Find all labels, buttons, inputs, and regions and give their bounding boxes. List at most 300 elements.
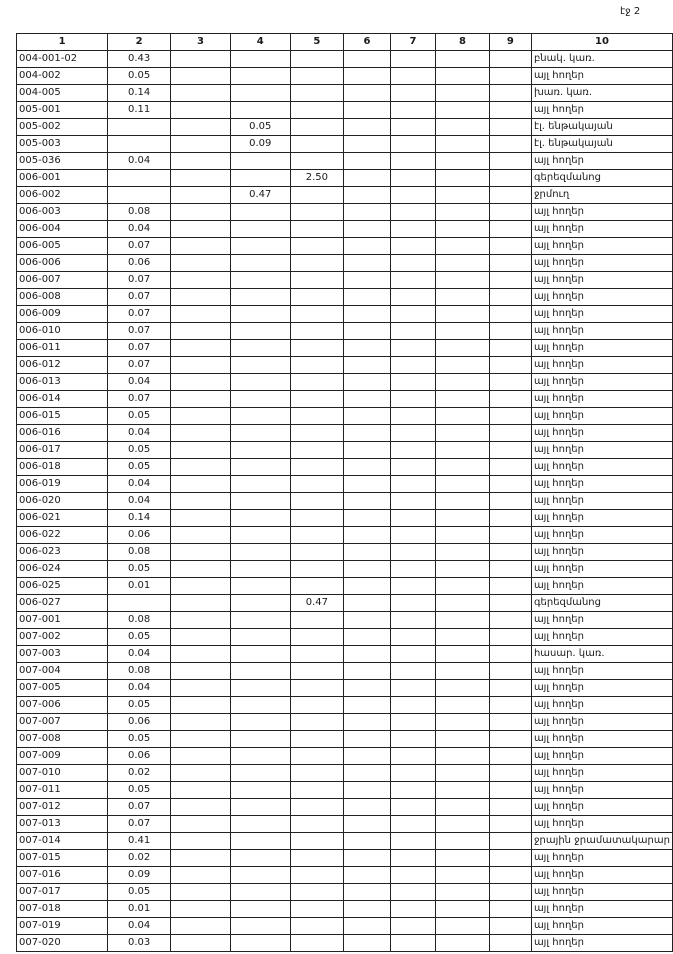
- area-cell: [171, 476, 231, 493]
- area-cell: [230, 391, 290, 408]
- area-cell: 0.05: [108, 782, 171, 799]
- land-use: այլ հողեր: [531, 340, 672, 357]
- area-cell: [391, 799, 436, 816]
- area-cell: [436, 102, 490, 119]
- table-row: [17, 595, 673, 612]
- area-cell: [436, 527, 490, 544]
- area-cell: 0.11: [108, 102, 171, 119]
- parcel-code: 007-011: [17, 782, 108, 799]
- area-cell: [171, 799, 231, 816]
- area-cell: [290, 510, 343, 527]
- area-cell: [344, 408, 391, 425]
- area-cell: [489, 918, 531, 935]
- table-row: [17, 850, 673, 867]
- area-cell: [436, 357, 490, 374]
- table-row: [17, 663, 673, 680]
- area-cell: [171, 136, 231, 153]
- area-cell: [436, 646, 490, 663]
- land-use: այլ հողեր: [531, 510, 672, 527]
- area-cell: 0.08: [108, 663, 171, 680]
- column-header-4: 4: [230, 34, 290, 51]
- area-cell: [344, 816, 391, 833]
- table-row: [17, 102, 673, 119]
- area-cell: [171, 187, 231, 204]
- area-cell: [230, 85, 290, 102]
- area-cell: [489, 170, 531, 187]
- area-cell: [391, 459, 436, 476]
- table-row: [17, 901, 673, 918]
- table-row: [17, 238, 673, 255]
- area-cell: [230, 442, 290, 459]
- area-cell: [489, 68, 531, 85]
- parcel-code: 007-015: [17, 850, 108, 867]
- area-cell: [344, 442, 391, 459]
- land-use: այլ հողեր: [531, 153, 672, 170]
- area-cell: [344, 391, 391, 408]
- area-cell: [489, 544, 531, 561]
- area-cell: [344, 782, 391, 799]
- area-cell: [344, 680, 391, 697]
- area-cell: [290, 782, 343, 799]
- area-cell: [391, 306, 436, 323]
- area-cell: [290, 391, 343, 408]
- table-row: [17, 51, 673, 68]
- area-cell: [171, 680, 231, 697]
- parcel-code: 005-002: [17, 119, 108, 136]
- table-row: [17, 612, 673, 629]
- area-cell: [171, 306, 231, 323]
- land-use: այլ հողեր: [531, 629, 672, 646]
- area-cell: 0.09: [108, 867, 171, 884]
- area-cell: [436, 170, 490, 187]
- area-cell: [290, 238, 343, 255]
- table-row: [17, 357, 673, 374]
- area-cell: 0.01: [108, 578, 171, 595]
- area-cell: [436, 714, 490, 731]
- parcel-code: 006-021: [17, 510, 108, 527]
- area-cell: [391, 408, 436, 425]
- table-row: [17, 68, 673, 85]
- area-cell: [391, 51, 436, 68]
- area-cell: [290, 901, 343, 918]
- land-use: այլ հողեր: [531, 901, 672, 918]
- area-cell: [171, 765, 231, 782]
- land-use: այլ հողեր: [531, 425, 672, 442]
- area-cell: [230, 748, 290, 765]
- table-row: [17, 646, 673, 663]
- area-cell: [171, 782, 231, 799]
- parcel-code: 007-018: [17, 901, 108, 918]
- land-use: այլ հողեր: [531, 391, 672, 408]
- area-cell: [290, 884, 343, 901]
- area-cell: [290, 459, 343, 476]
- area-cell: [290, 748, 343, 765]
- area-cell: 0.07: [108, 799, 171, 816]
- land-use: այլ հողեր: [531, 102, 672, 119]
- area-cell: [436, 731, 490, 748]
- area-cell: [290, 442, 343, 459]
- area-cell: [436, 272, 490, 289]
- parcel-code: 006-023: [17, 544, 108, 561]
- area-cell: [344, 884, 391, 901]
- area-cell: [290, 629, 343, 646]
- area-cell: [489, 85, 531, 102]
- table-row: [17, 289, 673, 306]
- table-row: [17, 833, 673, 850]
- area-cell: [344, 850, 391, 867]
- area-cell: [391, 187, 436, 204]
- area-cell: [230, 816, 290, 833]
- area-cell: [344, 901, 391, 918]
- area-cell: [171, 612, 231, 629]
- area-cell: [290, 85, 343, 102]
- area-cell: [344, 323, 391, 340]
- table-row: [17, 884, 673, 901]
- area-cell: [171, 493, 231, 510]
- parcel-code: 006-012: [17, 357, 108, 374]
- area-cell: [489, 663, 531, 680]
- land-use: այլ հողեր: [531, 578, 672, 595]
- area-cell: 0.08: [108, 204, 171, 221]
- area-cell: [344, 918, 391, 935]
- area-cell: [290, 255, 343, 272]
- area-cell: [391, 136, 436, 153]
- area-cell: [436, 136, 490, 153]
- area-cell: [344, 459, 391, 476]
- area-cell: [391, 374, 436, 391]
- area-cell: [436, 221, 490, 238]
- area-cell: [171, 459, 231, 476]
- area-cell: 0.04: [108, 425, 171, 442]
- area-cell: [489, 442, 531, 459]
- area-cell: [290, 374, 343, 391]
- area-cell: [489, 595, 531, 612]
- area-cell: 0.07: [108, 272, 171, 289]
- area-cell: [290, 425, 343, 442]
- area-cell: [171, 510, 231, 527]
- area-cell: [230, 731, 290, 748]
- area-cell: [436, 306, 490, 323]
- area-cell: [489, 306, 531, 323]
- area-cell: [436, 493, 490, 510]
- land-use: այլ հողեր: [531, 714, 672, 731]
- area-cell: [436, 935, 490, 952]
- area-cell: [436, 748, 490, 765]
- area-cell: [436, 204, 490, 221]
- area-cell: [230, 340, 290, 357]
- area-cell: 0.43: [108, 51, 171, 68]
- area-cell: [290, 833, 343, 850]
- area-cell: [108, 595, 171, 612]
- land-use: այլ հողեր: [531, 561, 672, 578]
- area-cell: [489, 884, 531, 901]
- area-cell: [344, 646, 391, 663]
- area-cell: [436, 51, 490, 68]
- area-cell: 0.02: [108, 850, 171, 867]
- parcel-code: 007-003: [17, 646, 108, 663]
- parcel-code: 007-006: [17, 697, 108, 714]
- table-row: [17, 935, 673, 952]
- table-row: [17, 391, 673, 408]
- area-cell: [290, 187, 343, 204]
- area-cell: [436, 816, 490, 833]
- column-header-5: 5: [290, 34, 343, 51]
- area-cell: [436, 782, 490, 799]
- table-row: [17, 816, 673, 833]
- table-row: [17, 493, 673, 510]
- area-cell: [171, 595, 231, 612]
- page-number: էջ 2: [620, 6, 641, 17]
- area-cell: [344, 153, 391, 170]
- table-row: [17, 136, 673, 153]
- area-cell: [230, 680, 290, 697]
- area-cell: [171, 340, 231, 357]
- parcel-code: 006-027: [17, 595, 108, 612]
- table-row: [17, 697, 673, 714]
- column-header-1: 1: [17, 34, 108, 51]
- area-cell: [171, 901, 231, 918]
- land-use: այլ հողեր: [531, 850, 672, 867]
- area-cell: [489, 765, 531, 782]
- table-row: [17, 629, 673, 646]
- area-cell: [230, 612, 290, 629]
- area-cell: [290, 867, 343, 884]
- area-cell: [436, 425, 490, 442]
- area-cell: [290, 816, 343, 833]
- area-cell: [489, 850, 531, 867]
- area-cell: [230, 935, 290, 952]
- land-use: այլ հողեր: [531, 306, 672, 323]
- area-cell: [489, 187, 531, 204]
- area-cell: 0.05: [108, 68, 171, 85]
- area-cell: [171, 119, 231, 136]
- area-cell: [344, 119, 391, 136]
- area-cell: 0.06: [108, 255, 171, 272]
- land-use: այլ հողեր: [531, 663, 672, 680]
- column-header-7: 7: [391, 34, 436, 51]
- area-cell: [230, 459, 290, 476]
- area-cell: [344, 85, 391, 102]
- area-cell: 0.05: [108, 442, 171, 459]
- area-cell: [391, 510, 436, 527]
- area-cell: [290, 272, 343, 289]
- parcel-code: 007-020: [17, 935, 108, 952]
- area-cell: [290, 578, 343, 595]
- parcel-code: 007-016: [17, 867, 108, 884]
- table-row: [17, 255, 673, 272]
- land-use: այլ հողեր: [531, 867, 672, 884]
- area-cell: 0.08: [108, 612, 171, 629]
- area-cell: [489, 289, 531, 306]
- parcel-code: 006-024: [17, 561, 108, 578]
- area-cell: [391, 595, 436, 612]
- area-cell: 0.06: [108, 748, 171, 765]
- area-cell: [344, 102, 391, 119]
- area-cell: [171, 68, 231, 85]
- table-row: [17, 153, 673, 170]
- area-cell: 0.05: [108, 408, 171, 425]
- area-cell: [344, 306, 391, 323]
- area-cell: [391, 884, 436, 901]
- area-cell: [489, 391, 531, 408]
- area-cell: [391, 255, 436, 272]
- area-cell: [436, 595, 490, 612]
- area-cell: [436, 459, 490, 476]
- area-cell: 0.05: [108, 884, 171, 901]
- table-row: [17, 459, 673, 476]
- area-cell: [489, 867, 531, 884]
- land-table: [16, 33, 673, 952]
- area-cell: [344, 187, 391, 204]
- table-row: [17, 408, 673, 425]
- parcel-code: 006-007: [17, 272, 108, 289]
- area-cell: [391, 765, 436, 782]
- area-cell: [436, 323, 490, 340]
- area-cell: [290, 527, 343, 544]
- land-use: այլ հողեր: [531, 204, 672, 221]
- table-row: [17, 578, 673, 595]
- area-cell: [344, 476, 391, 493]
- area-cell: 0.07: [108, 340, 171, 357]
- area-cell: [230, 884, 290, 901]
- area-cell: [171, 221, 231, 238]
- area-cell: [230, 357, 290, 374]
- area-cell: [489, 119, 531, 136]
- land-use: այլ հողեր: [531, 221, 672, 238]
- area-cell: [436, 289, 490, 306]
- area-cell: [230, 204, 290, 221]
- table-row: [17, 782, 673, 799]
- area-cell: [171, 561, 231, 578]
- parcel-code: 004-001-02: [17, 51, 108, 68]
- area-cell: [171, 918, 231, 935]
- parcel-code: 004-002: [17, 68, 108, 85]
- land-use: այլ հողեր: [531, 493, 672, 510]
- area-cell: [230, 238, 290, 255]
- area-cell: [290, 136, 343, 153]
- area-cell: [290, 714, 343, 731]
- area-cell: [230, 850, 290, 867]
- area-cell: 0.09: [230, 136, 290, 153]
- area-cell: [489, 425, 531, 442]
- area-cell: [290, 221, 343, 238]
- parcel-code: 007-001: [17, 612, 108, 629]
- land-use: այլ հողեր: [531, 816, 672, 833]
- area-cell: [290, 544, 343, 561]
- area-cell: [391, 850, 436, 867]
- area-cell: [171, 646, 231, 663]
- area-cell: [489, 748, 531, 765]
- area-cell: [290, 680, 343, 697]
- area-cell: [290, 357, 343, 374]
- area-cell: 0.47: [290, 595, 343, 612]
- area-cell: [230, 493, 290, 510]
- area-cell: [344, 493, 391, 510]
- area-cell: 2.50: [290, 170, 343, 187]
- area-cell: [171, 425, 231, 442]
- parcel-code: 004-005: [17, 85, 108, 102]
- area-cell: [230, 697, 290, 714]
- area-cell: [171, 272, 231, 289]
- table-row: [17, 187, 673, 204]
- area-cell: [171, 714, 231, 731]
- parcel-code: 006-010: [17, 323, 108, 340]
- area-cell: [344, 289, 391, 306]
- area-cell: 0.06: [108, 714, 171, 731]
- parcel-code: 007-010: [17, 765, 108, 782]
- area-cell: [489, 272, 531, 289]
- area-cell: [489, 102, 531, 119]
- area-cell: [108, 187, 171, 204]
- area-cell: [489, 782, 531, 799]
- area-cell: [230, 714, 290, 731]
- area-cell: [436, 187, 490, 204]
- table-row: [17, 340, 673, 357]
- area-cell: [391, 68, 436, 85]
- area-cell: [436, 68, 490, 85]
- area-cell: [344, 799, 391, 816]
- area-cell: [230, 629, 290, 646]
- area-cell: [290, 918, 343, 935]
- area-cell: [230, 221, 290, 238]
- area-cell: 0.04: [108, 918, 171, 935]
- area-cell: [230, 765, 290, 782]
- land-use: այլ հողեր: [531, 612, 672, 629]
- area-cell: [436, 544, 490, 561]
- area-cell: [391, 493, 436, 510]
- land-use: այլ հողեր: [531, 527, 672, 544]
- parcel-code: 006-014: [17, 391, 108, 408]
- area-cell: [171, 391, 231, 408]
- area-cell: [171, 204, 231, 221]
- area-cell: [344, 238, 391, 255]
- area-cell: [290, 408, 343, 425]
- area-cell: [344, 595, 391, 612]
- land-use: այլ հողեր: [531, 68, 672, 85]
- area-cell: [230, 527, 290, 544]
- area-cell: [436, 119, 490, 136]
- area-cell: [230, 799, 290, 816]
- area-cell: [290, 51, 343, 68]
- table-row: [17, 323, 673, 340]
- area-cell: [171, 850, 231, 867]
- parcel-code: 006-020: [17, 493, 108, 510]
- area-cell: [344, 374, 391, 391]
- area-cell: 0.14: [108, 510, 171, 527]
- table-row: [17, 170, 673, 187]
- land-use: այլ հողեր: [531, 935, 672, 952]
- area-cell: 0.05: [108, 731, 171, 748]
- area-cell: [489, 833, 531, 850]
- parcel-code: 007-008: [17, 731, 108, 748]
- column-header-3: 3: [171, 34, 231, 51]
- area-cell: [171, 102, 231, 119]
- area-cell: [489, 612, 531, 629]
- area-cell: [230, 170, 290, 187]
- area-cell: [344, 170, 391, 187]
- land-use: հասար. կառ.: [531, 646, 672, 663]
- area-cell: [230, 272, 290, 289]
- area-cell: [436, 340, 490, 357]
- area-cell: [230, 544, 290, 561]
- area-cell: [171, 238, 231, 255]
- area-cell: 0.02: [108, 765, 171, 782]
- parcel-code: 006-009: [17, 306, 108, 323]
- area-cell: [344, 748, 391, 765]
- area-cell: [344, 51, 391, 68]
- parcel-code: 006-008: [17, 289, 108, 306]
- area-cell: [171, 170, 231, 187]
